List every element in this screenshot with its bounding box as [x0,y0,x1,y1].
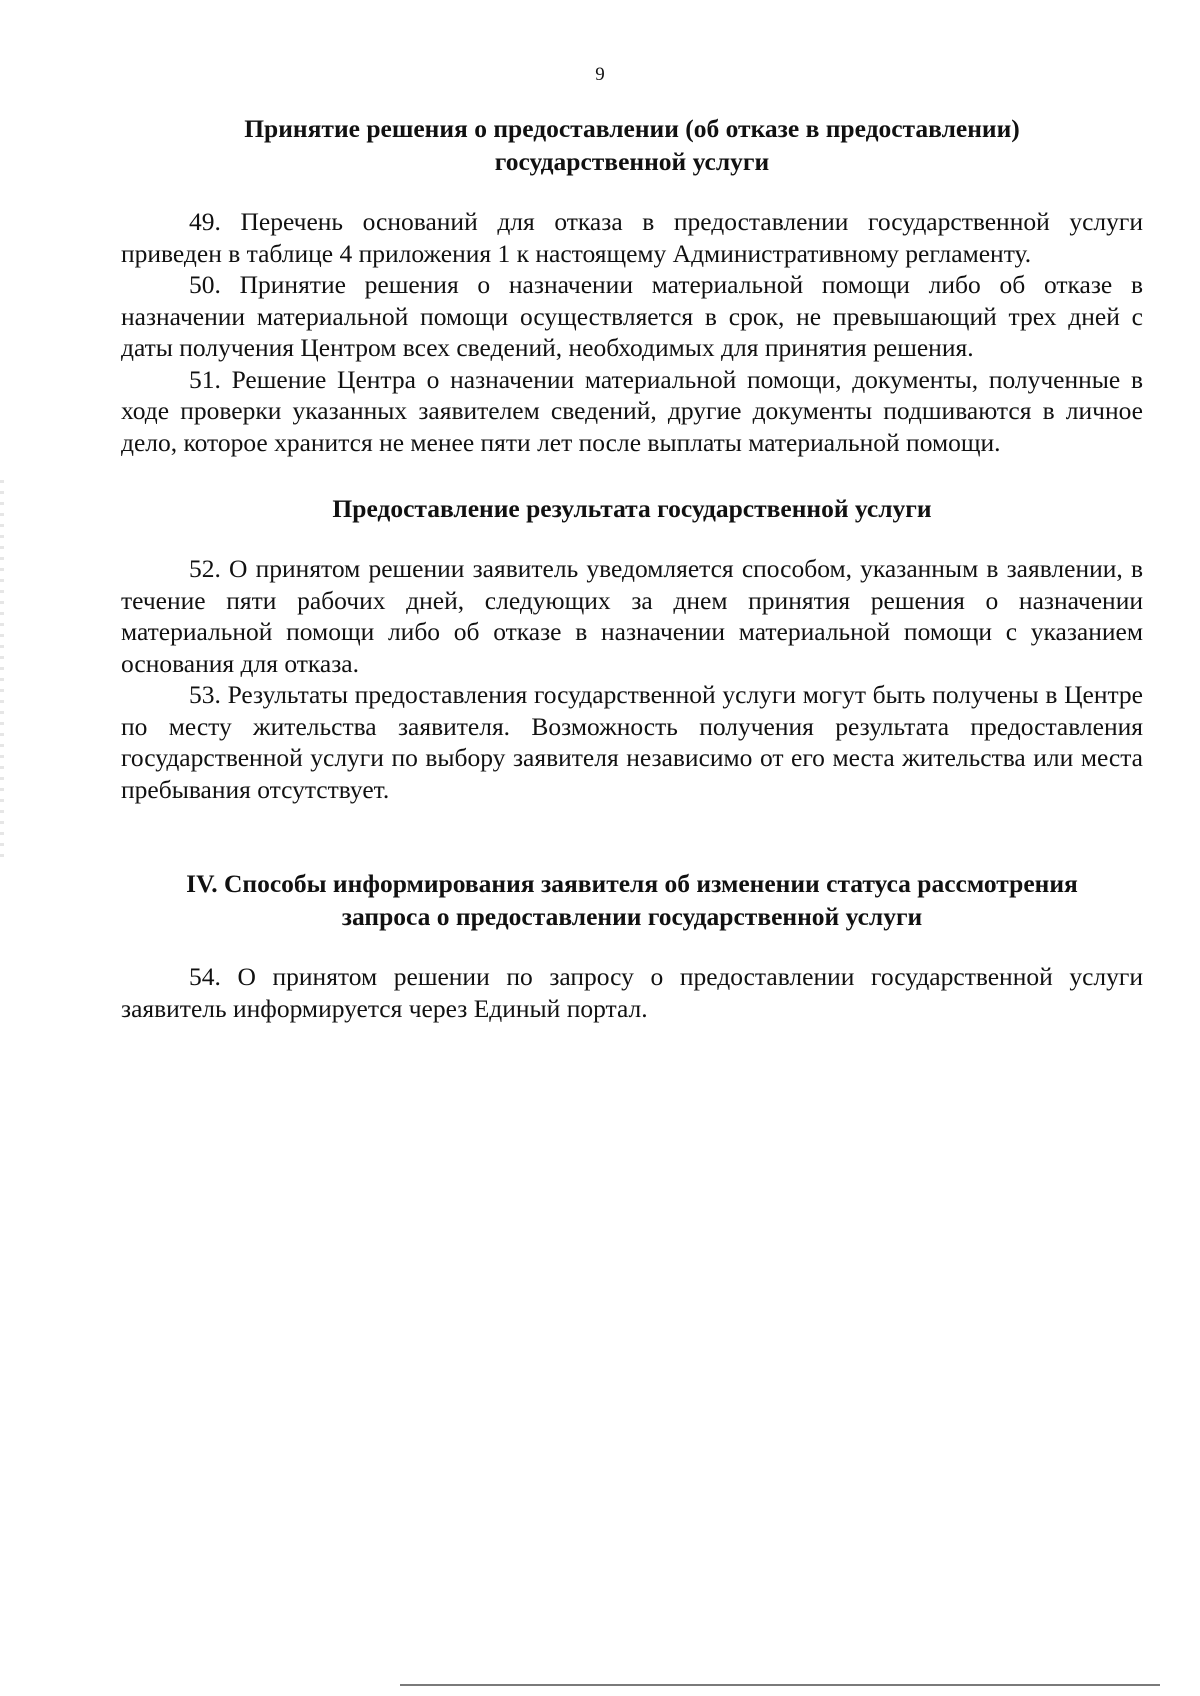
paragraph-52: 52. О принятом решении заявитель уведомляется способом, указанным в заявлении, в течение пяти рабочих дней, следующих за днем принятия решения о назначении материальной помощи либо об отказе в назначении материальной помощи с указанием основания для отказа. [121,554,1143,678]
paragraph-50: 50. Принятие решения о назначении материальной помощи либо об отказе в назначении материальной помощи осуществляется в срок, не превышающий трех дней с даты получения Центром всех сведений, необходимых для принятия решения. [121,270,1143,362]
heading-line: государственной услуги [494,147,770,176]
scan-bottom-rule [400,1684,1160,1686]
document-body [121,112,1143,1024]
paragraph-54: 54. О принятом решении по запросу о предоставлении государственной услуги заявитель информируется через Единый портал. [121,962,1143,1023]
section-heading-decision [121,112,1143,178]
section-heading-informing [121,867,1143,933]
paragraph-49: 49. Перечень оснований для отказа в предоставлении государственной услуги приведен в таблице 4 приложения 1 к настоящему Административному регламенту. [121,207,1143,268]
paragraph-53: 53. Результаты предоставления государственной услуги могут быть получены в Центре по месту жительства заявителя. Возможность получения результата предоставления государственной услуги по выбору заявителя независимо от его места жительства или места пребывания отсутствует. [121,680,1143,804]
heading-line: IV. Способы информирования заявителя об изменении статуса рассмотрения [186,869,1078,898]
page-number: 9 [595,64,605,85]
section-heading-result [121,492,1143,525]
heading-line: Предоставление результата государственной услуги [332,494,932,523]
heading-line: Принятие решения о предоставлении (об отказе в предоставлении) [244,114,1020,143]
scan-edge-marks [0,480,4,860]
paragraph-51: 51. Решение Центра о назначении материальной помощи, документы, полученные в ходе проверки указанных заявителем сведений, другие документы подшиваются в личное дело, которое хранится не менее пяти лет после выплаты материальной помощи. [121,364,1143,457]
heading-line: запроса о предоставлении государственной услуги [341,902,923,931]
